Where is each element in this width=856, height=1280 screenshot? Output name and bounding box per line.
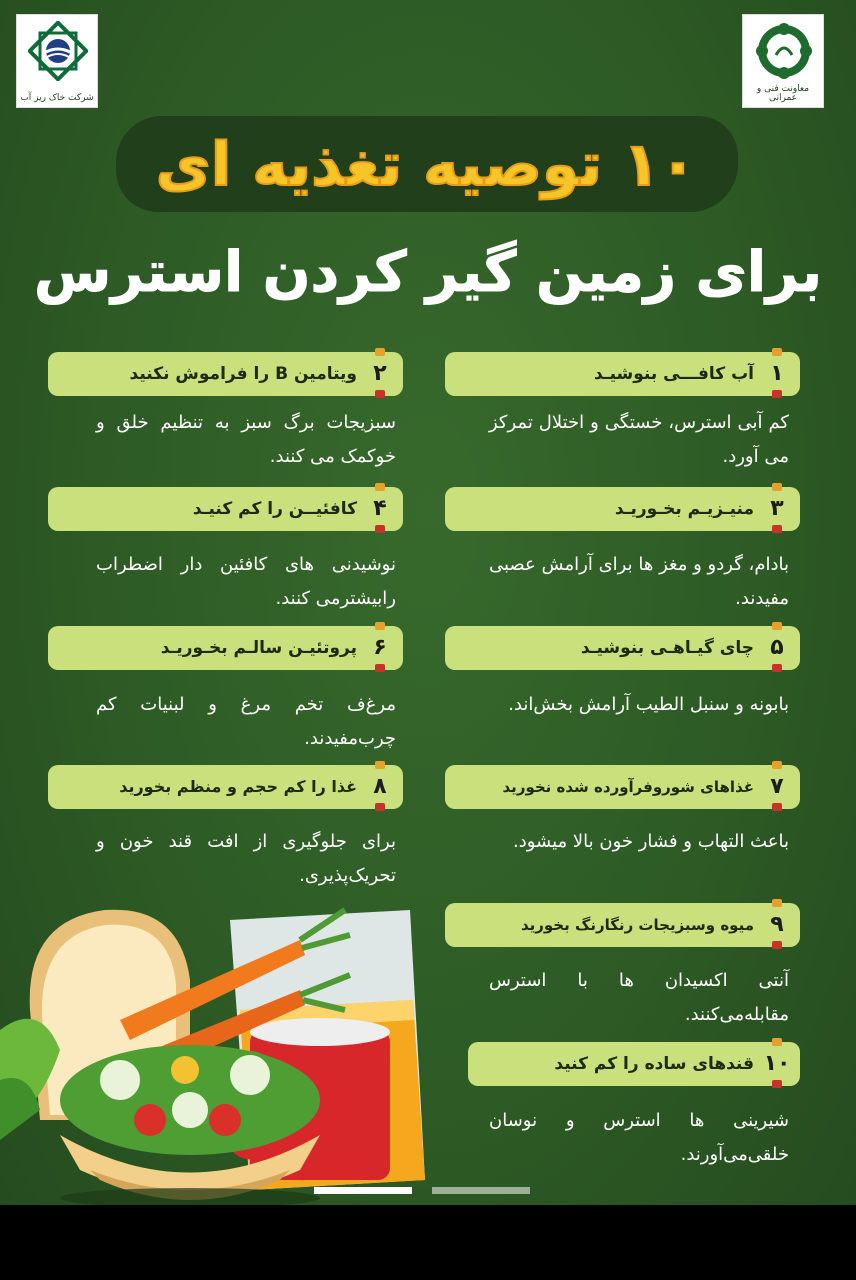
tip-title: غذاهای شوروفرآورده شده نخورید: [502, 778, 754, 796]
pencil-marker-icon: [772, 622, 782, 630]
pencil-marker-icon: [772, 1080, 782, 1088]
tip-header-4: [48, 487, 403, 531]
tip-title: قندهای ساده را کم کنید: [554, 1054, 754, 1074]
pencil-marker-icon: [375, 390, 385, 398]
tip-header-6: [48, 626, 403, 670]
tip-description-3: بادام، گردو و مغز ها برای آرامش عصبی مفیدند.: [489, 554, 789, 609]
tip-title: چای گیـاهـی بنوشیـد: [580, 638, 754, 658]
tip-number: ۷: [770, 774, 784, 799]
page-title: ۱۰ توصیه تغذیه ای: [155, 130, 697, 200]
slider-indicator-inactive[interactable]: [432, 1187, 530, 1194]
tip-title: پروتئیـن سالـم بخـوریـد: [160, 638, 357, 658]
pencil-marker-icon: [375, 525, 385, 533]
pencil-marker-icon: [772, 348, 782, 356]
pencil-marker-icon: [375, 622, 385, 630]
tip-header-5: [445, 626, 800, 670]
pencil-marker-icon: [375, 803, 385, 811]
tip-description-10: شیرینی ها استرس و نوسان خلقی‌می‌آورند.: [489, 1110, 789, 1165]
pencil-marker-icon: [772, 899, 782, 907]
healthy-food-illustration: [0, 880, 450, 1210]
tip-number: ۵: [770, 635, 784, 660]
tip-description-4: نوشیدنی های کافئین دار اضطراب رابیشترمی کنند.: [96, 554, 396, 609]
company-logo-text: شرکت خاک ریز آب: [20, 93, 94, 103]
pencil-marker-icon: [772, 803, 782, 811]
tip-header-2: [48, 352, 403, 396]
pencil-marker-icon: [375, 664, 385, 672]
company-emblem-icon: [28, 21, 88, 81]
slider-indicator-active[interactable]: [314, 1187, 412, 1194]
tip-description-7: باعث التهاب و فشار خون بالا میشود.: [513, 831, 789, 852]
tip-number: ۳: [770, 496, 784, 521]
tip-description-9: آنتی اکسیدان ها با استرس مقابله‌می‌کنند.: [489, 970, 789, 1025]
pencil-marker-icon: [772, 761, 782, 769]
tip-title: آب کافـــی بنوشیـد: [593, 364, 754, 384]
pencil-marker-icon: [772, 1038, 782, 1046]
tip-number: ۴: [373, 496, 387, 521]
tip-number: ۱۰: [763, 1051, 791, 1076]
tip-title: منیـزیـم بخـوریـد: [614, 499, 754, 519]
municipality-logo-right: [742, 14, 824, 108]
tip-number: ۲: [373, 361, 387, 386]
pencil-marker-icon: [375, 348, 385, 356]
pencil-marker-icon: [772, 483, 782, 491]
tip-number: ۱: [770, 361, 784, 386]
company-logo-left: [16, 14, 98, 108]
municipality-logo-text: معاونت فنی و عمرانی: [756, 84, 810, 103]
tip-header-3: [445, 487, 800, 531]
pencil-marker-icon: [772, 390, 782, 398]
municipality-emblem-icon: [754, 21, 814, 81]
tip-description-5: بابونه و سنبل الطیب آرامش بخش‌اند.: [508, 694, 789, 715]
pencil-marker-icon: [772, 664, 782, 672]
tip-description-1: کم آبی استرس، خستگی و اختلال تمرکز می آورد.: [489, 412, 789, 467]
tip-header-9: [445, 903, 800, 947]
tip-number: ۹: [770, 912, 784, 937]
tip-title: میوه وسبزیجات رنگارنگ بخورید: [520, 916, 754, 934]
tip-title: کافئیــن را کم کنیـد: [192, 499, 357, 519]
tip-header-1: [445, 352, 800, 396]
tip-description-6: مرغ‌ف تخم مرغ و لبنیات کم چرب‌مفیدند.: [96, 694, 396, 749]
tip-header-10: [468, 1042, 800, 1086]
tip-number: ۸: [373, 774, 387, 799]
tip-number: ۶: [373, 635, 387, 660]
tip-title: غذا را کم حجم و منظم بخورید: [119, 777, 357, 796]
pencil-marker-icon: [375, 761, 385, 769]
tip-description-8: برای جلوگیری از افت قند خون و تحریک‌پذیری.: [96, 831, 396, 886]
tip-header-8: [48, 765, 403, 809]
tip-header-7: [445, 765, 800, 809]
page-subtitle: برای زمین گیر کردن استرس: [34, 240, 822, 305]
pencil-marker-icon: [772, 525, 782, 533]
pencil-marker-icon: [375, 483, 385, 491]
bottom-black-bar: [0, 1205, 856, 1280]
tip-title: ویتامین B را فراموش نکنید: [129, 364, 357, 384]
tip-description-2: سبزیجات برگ سبز به تنظیم خلق و خوکمک می کنند.: [96, 412, 396, 467]
pencil-marker-icon: [772, 941, 782, 949]
